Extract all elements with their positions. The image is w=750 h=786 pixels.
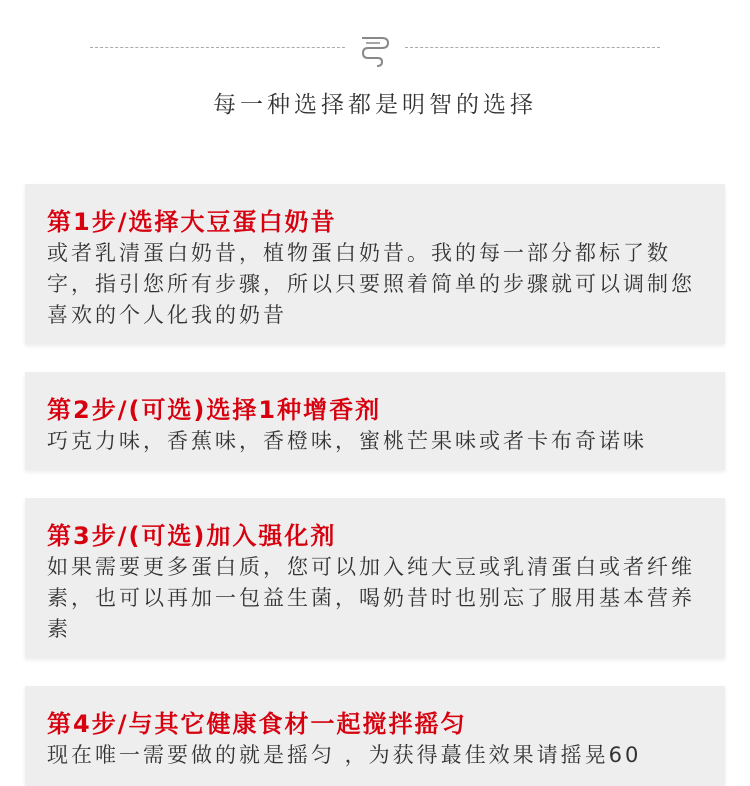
divider-line-left — [90, 47, 345, 48]
divider-line-right — [405, 47, 660, 48]
step-body: 或者乳清蛋白奶昔，植物蛋白奶昔。我的每一部分都标了数字，指引您所有步骤，所以只要照着简单的步骤就可以调制您喜欢的个人化我的奶昔 — [47, 241, 695, 327]
step-body: 巧克力味，香蕉味，香橙味，蜜桃芒果味或者卡布奇诺味 — [47, 429, 647, 453]
subtitle: 每一种选择都是明智的选择 — [213, 92, 537, 118]
step-card-1 — [25, 184, 725, 344]
step-card-2 — [25, 372, 725, 470]
swirl-ornament-icon — [356, 30, 394, 68]
ornament-divider — [90, 30, 660, 66]
step-body: 如果需要更多蛋白质，您可以加入纯大豆或乳清蛋白或者纤维素，也可以再加一包益生菌，喝奶昔时也别忘了服用基本营养素 — [47, 555, 695, 641]
step-card-4 — [25, 686, 725, 786]
step-title: 第1步/选择大豆蛋白奶昔 — [47, 208, 337, 236]
step-title: 第3步/(可选)加入强化剂 — [47, 522, 337, 550]
step-title: 第4步/与其它健康食材一起搅拌摇匀 — [47, 710, 467, 738]
step-title: 第2步/(可选)选择1种增香剂 — [47, 396, 382, 424]
step-card-3 — [25, 498, 725, 658]
step-body: 现在唯一需要做的就是摇匀 ，为获得蕞佳效果请摇晃60 — [47, 743, 642, 767]
